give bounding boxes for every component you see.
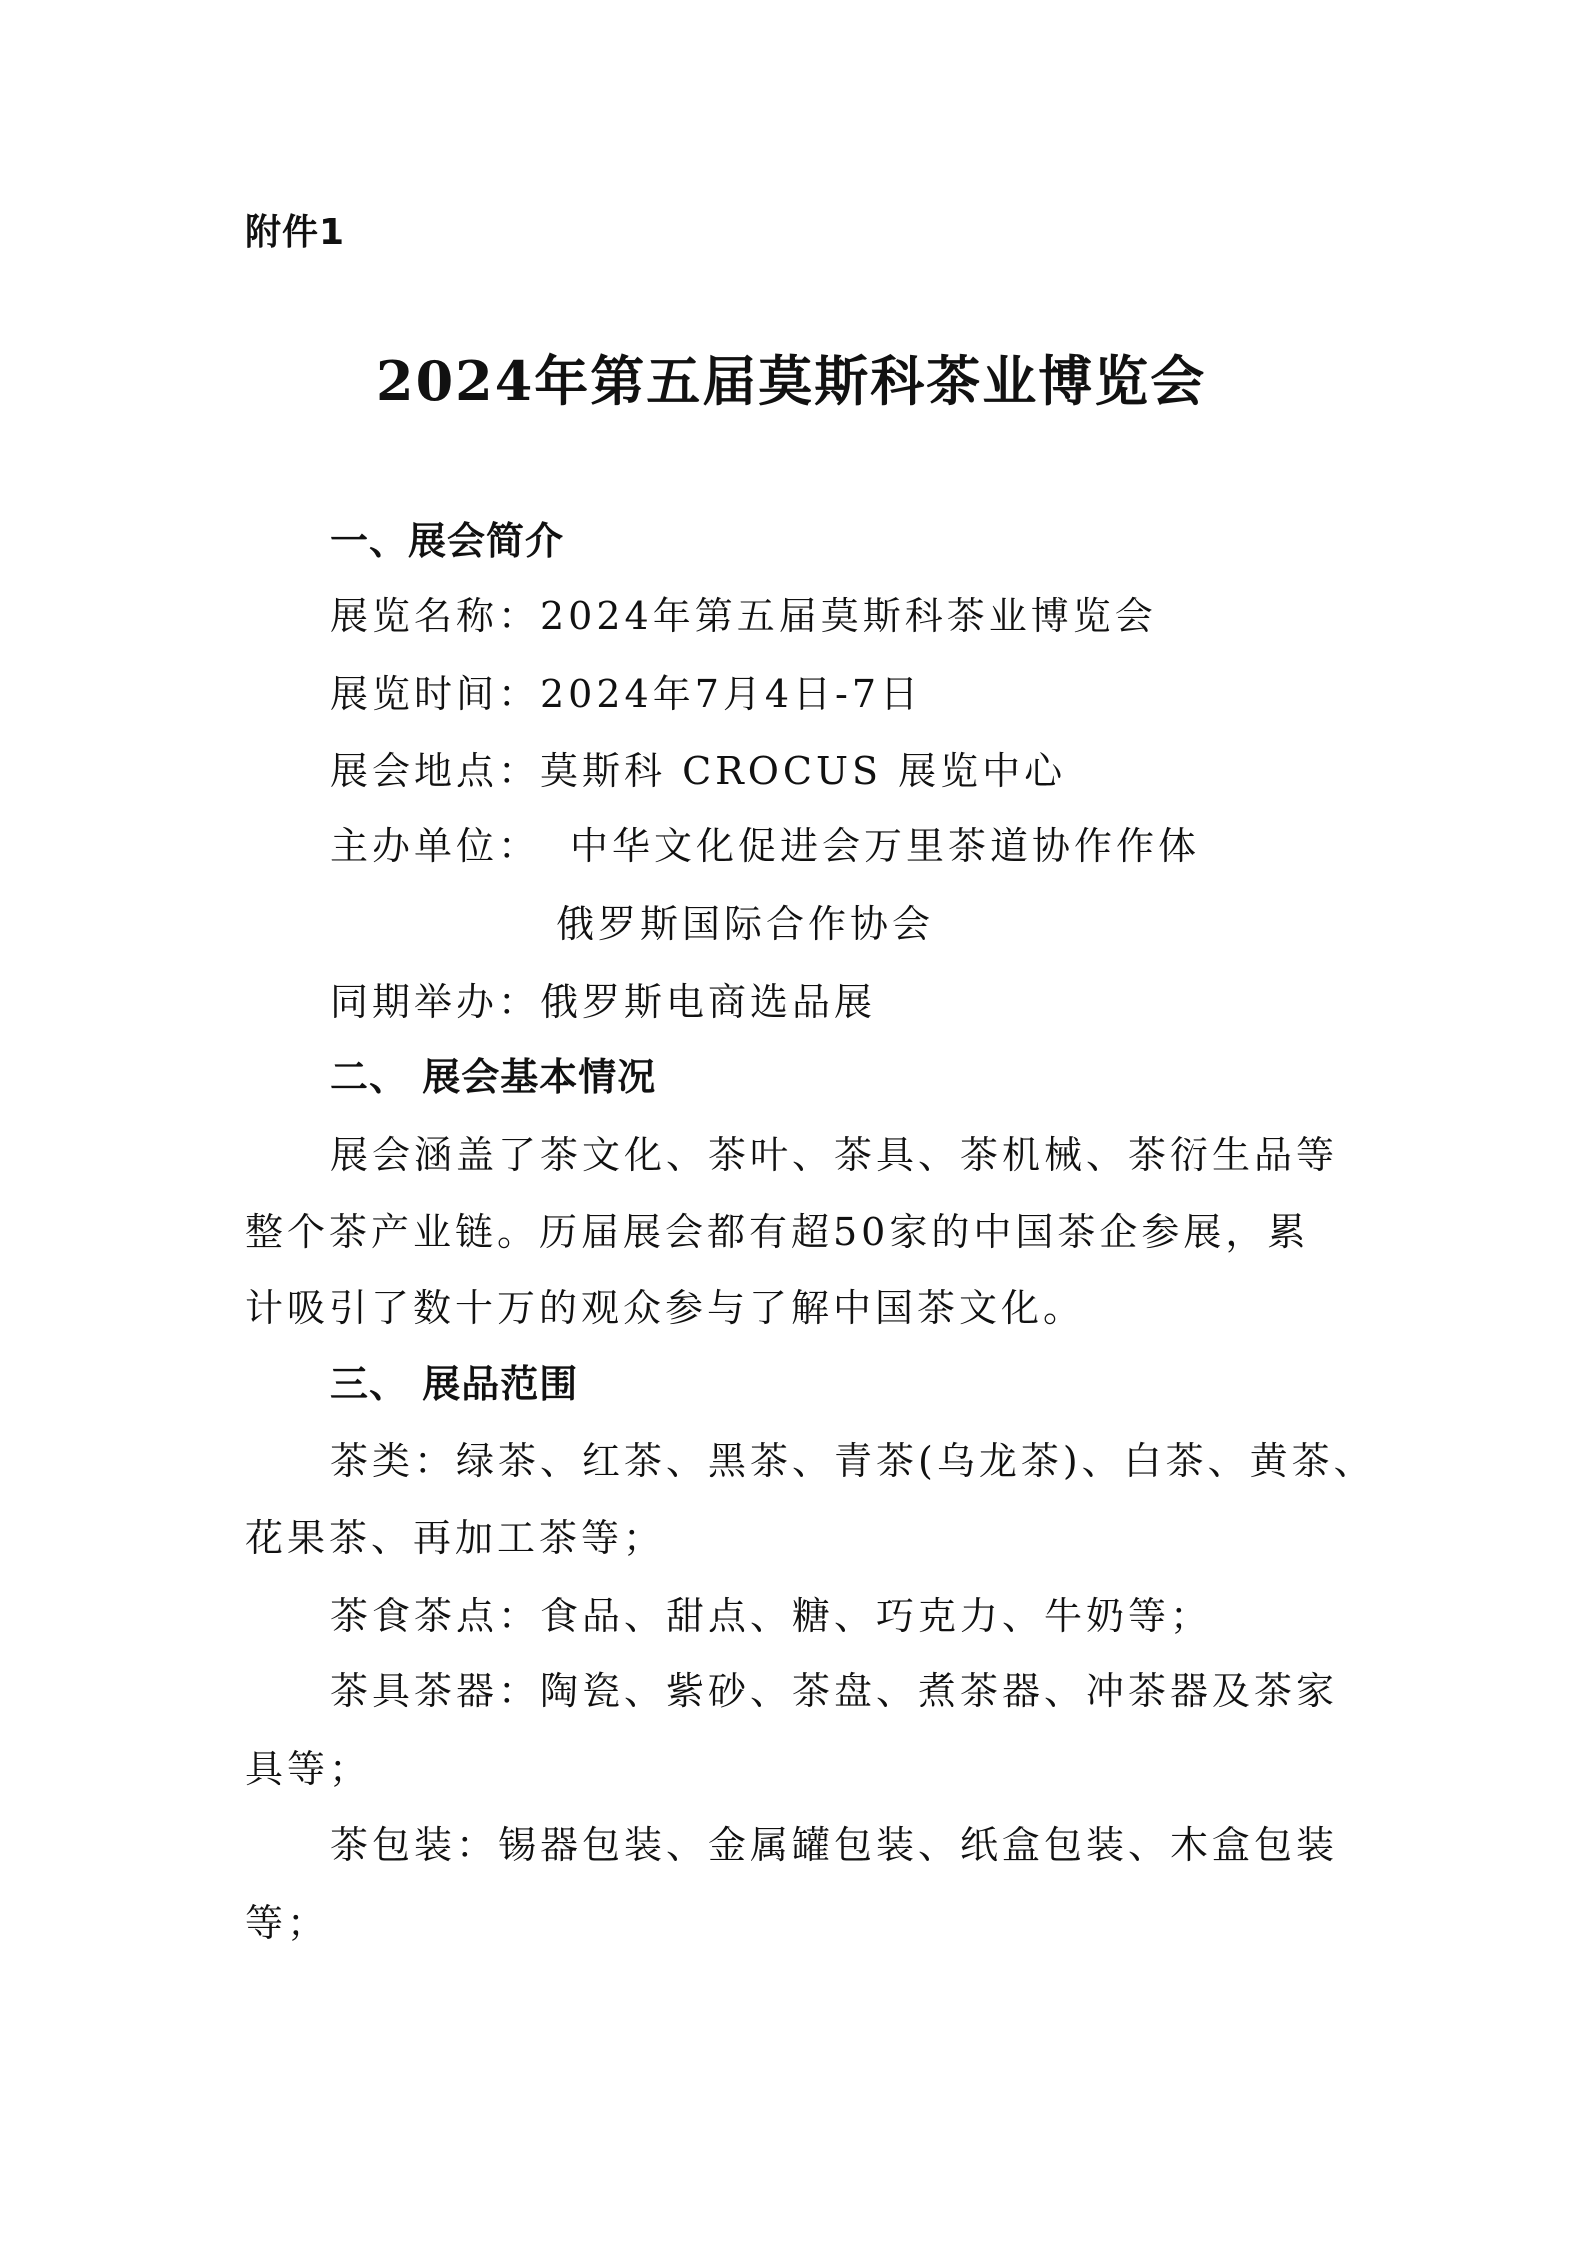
overview-para-line3: 计吸引了数十万的观众参与了解中国茶文化。 <box>245 1286 1086 1330</box>
tea-packaging-line1: 茶包装：锡器包装、金属罐包装、纸盒包装、木盒包装 <box>330 1823 1339 1867</box>
tea-packaging-line2: 等； <box>245 1901 330 1945</box>
document-title: 2024年第五届莫斯科茶业博览会 <box>376 349 1207 413</box>
attachment-label: 附件1 <box>245 212 346 253</box>
organizer-2: 俄罗斯国际合作协会 <box>556 902 935 946</box>
tea-ware-line2: 具等； <box>245 1747 372 1791</box>
section2-heading: 二、 展会基本情况 <box>330 1055 657 1099</box>
concurrent-event-line: 同期举办：俄罗斯电商选品展 <box>330 980 877 1024</box>
overview-para-line2: 整个茶产业链。历届展会都有超50家的中国茶企参展，累 <box>245 1210 1310 1254</box>
overview-para-line1: 展会涵盖了茶文化、茶叶、茶具、茶机械、茶衍生品等 <box>330 1133 1339 1177</box>
exhibition-name-line: 展览名称：2024年第五届莫斯科茶业博览会 <box>330 594 1157 638</box>
tea-types-line1: 茶类：绿茶、红茶、黑茶、青茶(乌龙茶)、白茶、黄茶、 <box>330 1439 1376 1483</box>
exhibition-venue-line: 展会地点：莫斯科 CROCUS 展览中心 <box>330 749 1067 793</box>
tea-types-line2: 花果茶、再加工茶等； <box>245 1516 666 1560</box>
organizer-label: 主办单位： <box>330 824 541 868</box>
exhibition-time-line: 展览时间：2024年7月4日-7日 <box>330 672 923 716</box>
section1-heading: 一、展会简介 <box>330 519 565 563</box>
tea-snacks-line: 茶食茶点：食品、甜点、糖、巧克力、牛奶等； <box>330 1594 1213 1638</box>
tea-ware-line1: 茶具茶器：陶瓷、紫砂、茶盘、煮茶器、冲茶器及茶家 <box>330 1669 1339 1713</box>
section3-heading: 三、 展品范围 <box>330 1362 579 1406</box>
organizer-1: 中华文化促进会万里茶道协作作体 <box>570 824 1201 868</box>
